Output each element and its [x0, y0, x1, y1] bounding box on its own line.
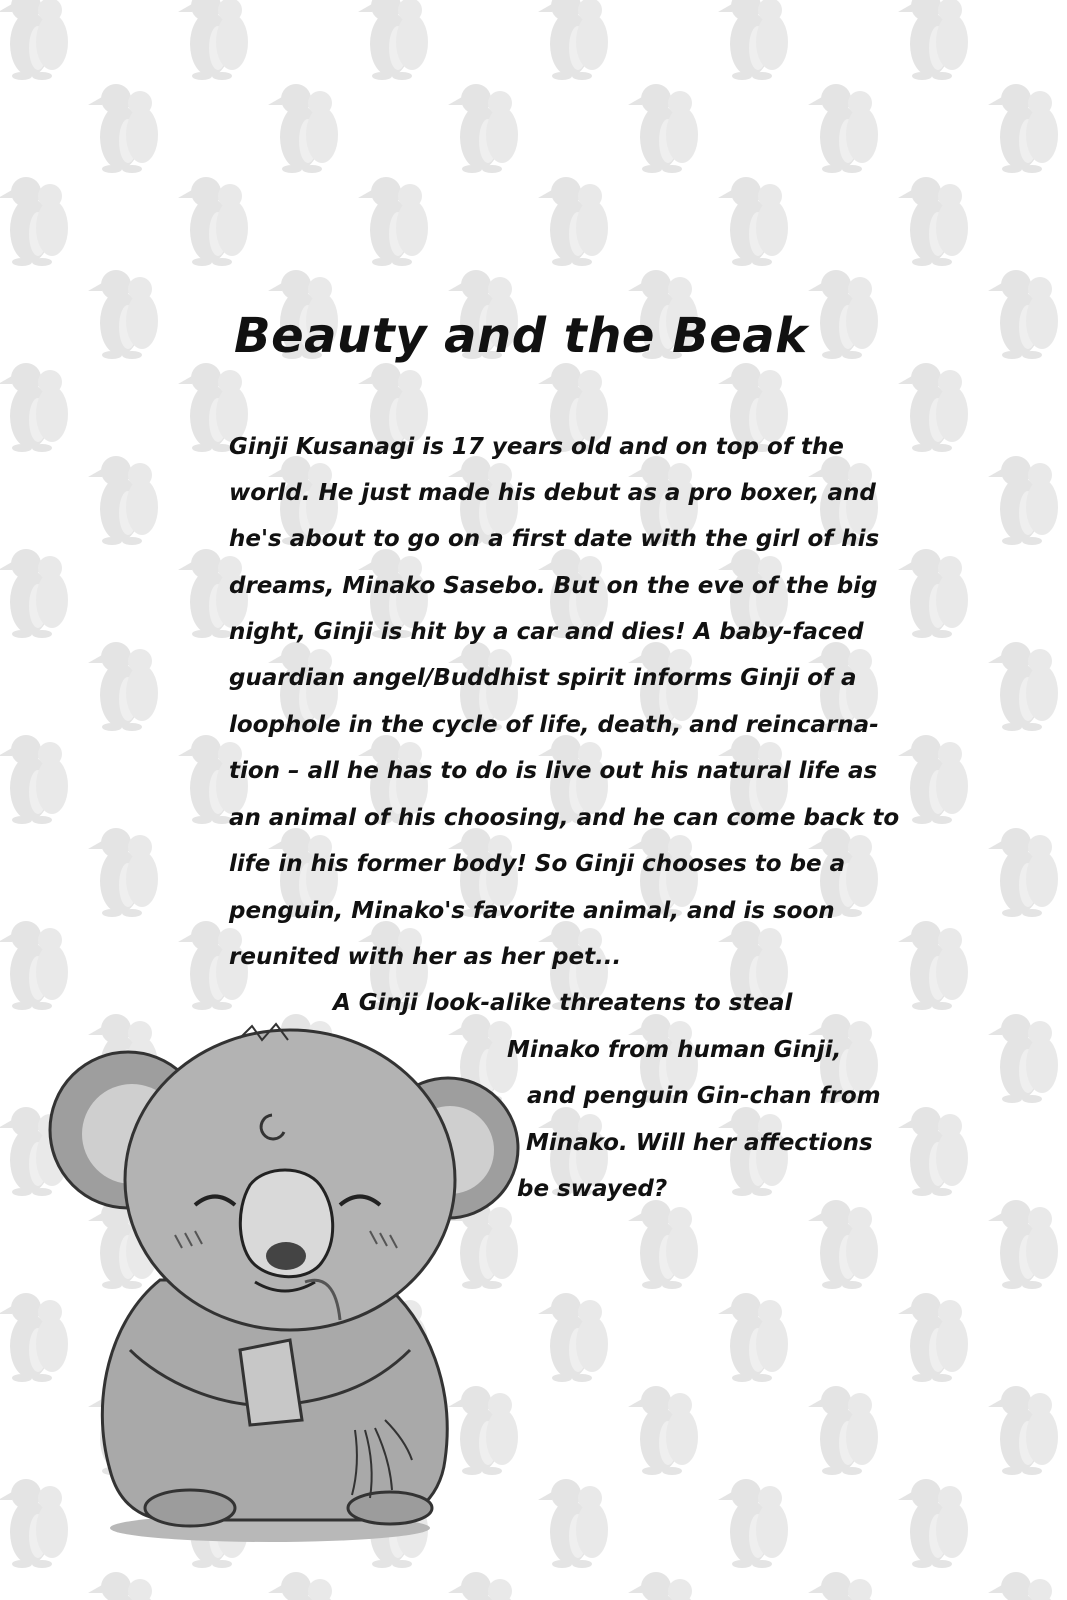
synopsis-line: guardian angel/Buddhist spirit informs Ginji of a	[229, 665, 857, 691]
synopsis-line: loophole in the cycle of life, death, and reincarna-	[229, 712, 879, 738]
synopsis-line: Ginji Kusanagi is 17 years old and on top of the	[229, 434, 844, 460]
synopsis-line: he's about to go on a first date with the girl of his	[229, 526, 880, 552]
synopsis-line: tion – all he has to do is live out his natural life as	[229, 758, 878, 784]
koala-icon	[40, 1020, 520, 1580]
synopsis-continuation-line: Minako. Will her affections	[526, 1130, 873, 1156]
synopsis-continuation-line: be swayed?	[517, 1176, 668, 1202]
synopsis-line: night, Ginji is hit by a car and dies! A baby-faced	[229, 619, 864, 645]
synopsis-line: reunited with her as her pet...	[229, 944, 622, 970]
synopsis-continuation-line: and penguin Gin-chan from	[527, 1083, 881, 1109]
synopsis-line: life in his former body! So Ginji chooses to be a	[229, 851, 846, 877]
synopsis-line: dreams, Minako Sasebo. But on the eve of the big	[229, 573, 878, 599]
synopsis-line: an animal of his choosing, and he can come back to	[229, 805, 900, 831]
synopsis-continuation-line: Minako from human Ginji,	[507, 1037, 842, 1063]
synopsis-line: penguin, Minako's favorite animal, and is soon	[229, 898, 835, 924]
synopsis-line: world. He just made his debut as a pro boxer, and	[229, 480, 876, 506]
page-title: Beauty and the Beak	[234, 308, 808, 364]
synopsis-continuation-line: A Ginji look-alike threatens to steal	[333, 990, 793, 1016]
